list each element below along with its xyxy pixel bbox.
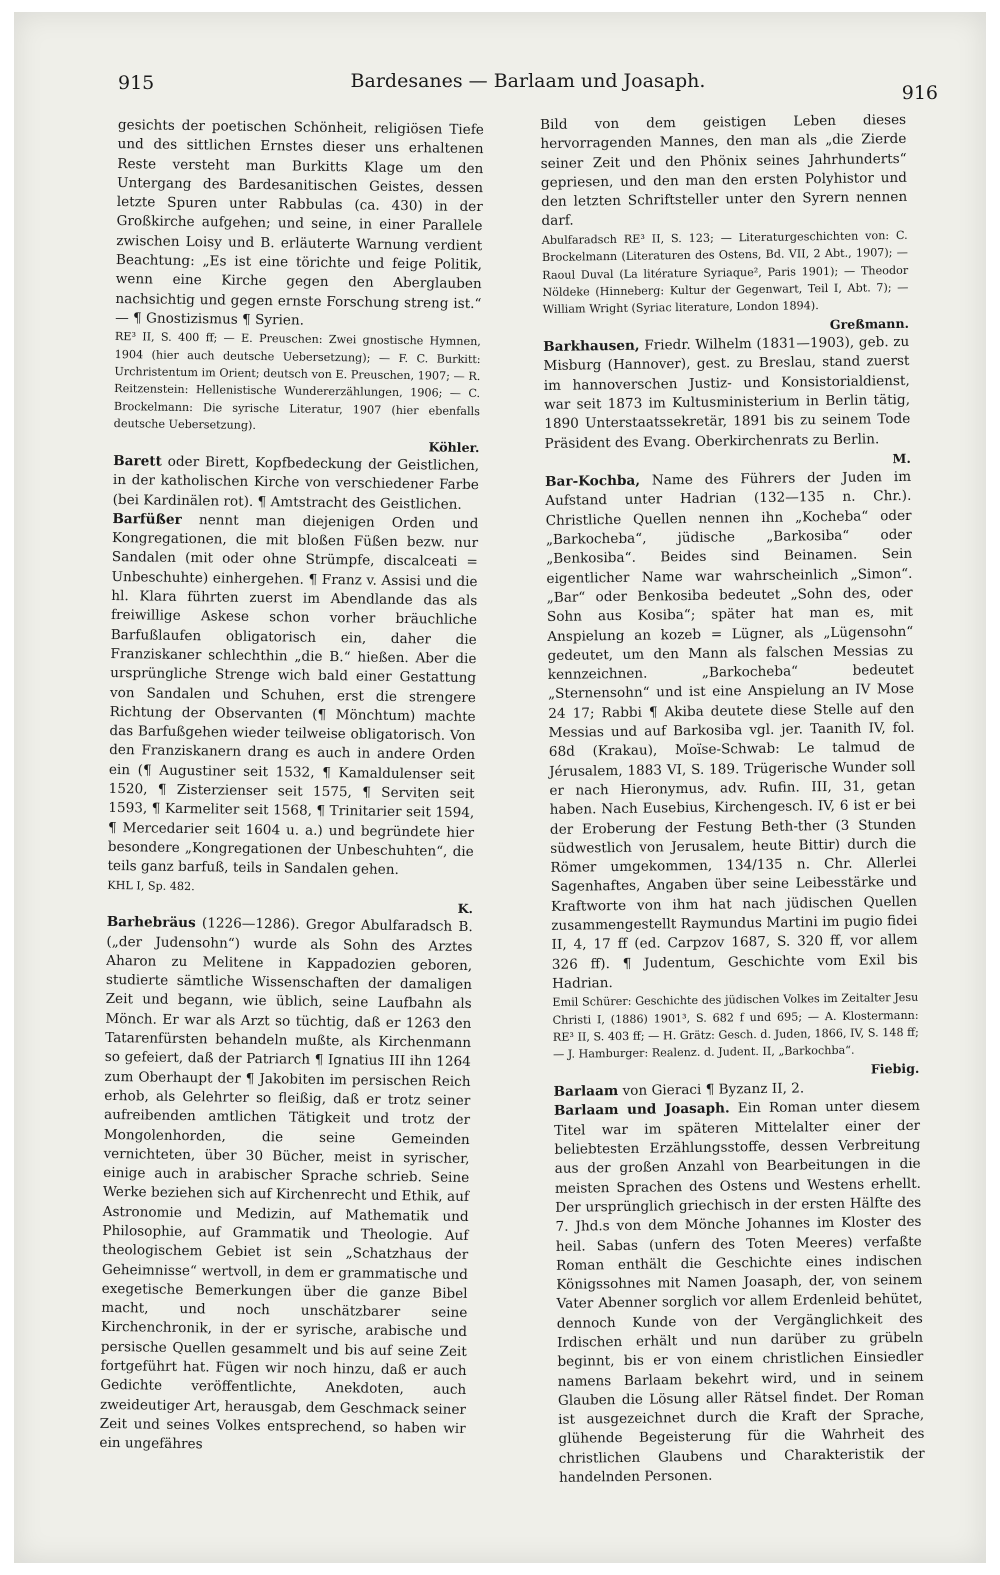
entry-lemma: Barett [113,452,162,470]
author-signature: Greßmann. [829,315,910,332]
entry-lemma: Barlaam und Joasaph. [553,1100,730,1120]
author-signature: K. [457,900,474,916]
entry-text: von Gieraci ¶ Byzanz II, 2. [622,1080,805,1100]
entry-lemma: Barfüßer [112,510,182,528]
bibliography: Abulfaradsch RE³ II, S. 123; — Literaturgeschichten von: C. Brockelmann (Literaturen des Ostens, Bd. VII, 2 Abt., 1907); — Raoul Duval (La litérature Syriaque², Paris 1901); — Theodor Nöldeke (Hinneberg: Kultur der Gegenwart, Teil I, Abt. 7); — William Wright (Syriac literature, London 1894). [541,228,909,317]
entry-barhebraeus [99,913,473,1458]
page-number-right: 916 [901,82,938,104]
author-signature: Köhler. [428,439,480,455]
bibliography: Emil Schürer: Geschichte des jüdischen Volkes im Zeitalter Jesu Christi I, (1886) 1901³, S. 682 f und 695; — A. Klostermann: RE³ II, S. 403 ff; — H. Grätz: Gesch. d. Juden, 1866, IV, S. 148 ff; — J. Hamburger: Realenz. d. Judent. II, „Barkochba“. [552,991,919,1062]
author-signature: Fiebig. [870,1060,920,1077]
entry-barfuesser [107,510,479,918]
right-column [540,111,925,1488]
entry-text: oder Birett, Kopfbedeckung der Geistlichen, in der katholischen Kirche von verschiedener Farbe (bei Kardinälen rot). ¶ Amtstracht des Geistlichen. [112,453,480,513]
running-title: Bardesanes — Barlaam und Joasaph. [350,70,706,92]
entry-bar-kochba [545,468,919,1083]
entry-text: gesichts der poetischen Schönheit, religiösen Tiefe und des sittlichen Ernstes dieser uns erhaltenen Reste versteht man Burkitts Klage um den Untergang des Bardesanitischen Geistes, dessen letzte Spuren unter Rabbulas (ca. 430) in der Großkirche aufgehen; und seine, in einer Parallele zwischen Loisy und B. erläuterte Warnung verdient Beachtung: „Es ist eine törichte und feige Politik, wenn eine Kirche gegen den Aberglauben nachsichtig und gegen ernste Forschung streng ist.“ — ¶ Gnostizismus ¶ Syrien. [115,116,484,329]
bibliography: RE³ II, S. 400 ff; — E. Preuschen: Zwei gnostische Hymnen, 1904 (hier auch deutsche Uebersetzung); — F. C. Burkitt: Urchristentum im Orient; deutsch von E. Preuschen, 1907; — R. Reitzenstein: Hellenistische Wundererzählungen, 1906; — C. Brockelmann: Die syrische Literatur, 1907 (hier ebenfalls deutsche Uebersetzung). [113,330,481,433]
page-header [118,68,938,108]
entry-lemma: Barkhausen, [543,337,640,356]
scanned-page [14,12,986,1563]
entry-barkhausen [543,333,911,473]
page-number-left: 915 [118,72,155,94]
entry-text: Ein Roman unter diesem Titel war im späteren Mittelalter einer der beliebtesten Erzählungsstoffe, dessen Verbreitung aus der großen Anzahl von Bearbeitungen in die meisten Sprachen des Ostens und Westens erhellt. Der ursprünglich griechisch in der ersten Hälfte des 7. Jhd.s von dem Mönche Johannes im Kloster des heil. Sabas (unfern des Toten Meeres) verfaßte Roman enthält die Geschichte eines indischen Königssohnes mit Namen Joasaph, der, von seinem Vater Abenner sorglich vor allem Erdenleid behütet, dennoch Kunde von der Vergänglichkeit des Irdischen erhält und nun darüber zu grübeln beginnt, bis er von einem christlichen Einsiedler namens Barlaam bekehrt wird, und in seinem Glauben die Lösung aller Rätsel findet. Der Roman ist ausgezeichnet durch die Kraft der Sprache, glühende Begeisterung für die Wahrheit des christlichen Glaubens und Charakteristik der handelnden Personen. [554,1098,925,1486]
left-column [99,116,484,1459]
entry-text: Name des Führers der Juden im Aufstand unter Hadrian (132—135 n. Chr.). Christliche Quellen nennen ihn „Kocheba“ oder „Barkocheba“, jüdische „Barkosiba“ oder „Benkosiba“. Beides sind Beinamen. Sein eigentlicher Name war wahrscheinlich „Simon“. „Bar“ oder Benkosiba bedeutet „Sohn des, oder Sohn aus Kosiba“; später hat man es, mit Anspielung an kozeb = Lügner, als „Lügensohn“ gedeutet, um den Mann als falschen Messias zu kennzeichnen. „Barkocheba“ bedeutet „Sternensohn“ und ist eine Anspielung an IV Mose 24 17; Rabbi ¶ Akiba deutete diese Stelle auf den Messias und auf Barkosiba vgl. jer. Taanith IV, fol. 68d (Krakau), Moïse-Schwab: Le talmud de Jérusalem, 1883 VI, S. 189. Trügerische Wunder soll er nach Hieronymus, adv. Rufin. III, 31, getan haben. Nach Eusebius, Kirchengesch. IV, 6 ist er bei der Eroberung der Festung Beth-ther (3 Stunden südwestlich von Jerusalem, heute Bittir) durch die Römer umgekommen, 134/135 n. Chr. Allerlei Sagenhaftes, Angaben über seine Leibesstärke und Kraftworte von ihm hat nach jüdischen Quellen zusammengestellt Raymundus Martini im pugio fidei II, 4, 17 ff (ed. Carpzov 1687, S. 320 ff, vor allem 326 ff). ¶ Judentum, Geschichte vom Exil bis Hadrian. [545,469,918,992]
entry-text: Bild von dem geistigen Leben dieses hervorragenden Mannes, den man als „die Zierde seiner Zeit und den Phönix seines Jahrhunderts“ gepriesen, und den man den ersten Polyhistor und den letzten Schriftsteller unter den Syrern nennen darf. [540,111,908,230]
bibliography: KHL I, Sp. 482. [107,878,195,893]
entry-text: nennt man diejenigen Orden und Kongregationen, die mit bloßen Füßen bezw. nur Sandalen (mit oder ohne Strümpfe, discalceati = Unbeschuhte) einhergehen. ¶ Franz v. Assisi und die hl. Klara führten zuerst im Abendlande das als freiwillige Askese schon vorher bräuchliche Barfußlaufen obligatorisch ein, daher die Franziskaner schlechthin „die B.“ hießen. Aber die ursprüngliche Strenge wich bald einer Gestattung von Sandalen und Schuhen, erst die strengere Richtung der Observanten (¶ Mönchtum) machte das Barfußgehen wieder teilweise obligatorisch. Von den Franziskanern drang es auch in andere Orden ein (¶ Augustiner seit 1532, ¶ Kamaldulenser seit 1520, ¶ Zisterzienser seit 1575, ¶ Serviten seit 1593, ¶ Karmeliter seit 1568, ¶ Trinitarier seit 1594, ¶ Mercedarier seit 1604 u. a.) und begründete hier besondere „Kongregationen der Unbeschuhten“, die teils ganz barfuß, teils in Sandalen gehen. [107,512,479,879]
entry-lemma: Barhebräus [106,914,196,932]
entry-lemma: Barlaam [553,1083,619,1101]
entry-text: Friedr. Wilhelm (1831—1903), geb. zu Misburg (Hannover), gest. zu Breslau, stand zuerst im hannoverschen Justiz- und Konsistorialdienst, war seit 1873 im Kultusministerium in Berlin tätig, 1890 Unterstaatssekretär, 1891 bis zu seinem Tode Präsident des Evang. Oberkirchenrats zu Berlin. [543,333,911,452]
entry-text: (1226—1286). Gregor Abulfaradsch B. („der Judensohn“) wurde als Sohn des Arztes Aharon zu Melitene in Kappadozien geboren, studierte sämtliche Wissenschaften der damaligen Zeit und begann, wie üblich, seine Laufbahn als Mönch. Er war als Arzt so tüchtig, daß er 1263 den Tatarenfürsten behandeln mußte, als Kirchenmann so gefeiert, daß der Patriarch ¶ Ignatius III ihn 1264 zum Oberhaupt der ¶ Jakobiten im persischen Reich erhob, als Gelehrter so fleißig, daß er trotz seiner aufreibenden amtlichen Tätigkeit und trotz der Mongolenhorden, die seine Gemeinden vernichteten, über 30 Bücher, meist in syrischer, einige auch in arabischer Sprache schrieb. Seine Werke beziehen sich auf Kirchenrecht und Ethik, auf Astronomie und Medizin, auf Mathematik und Philosophie, auf Grammatik und Theologie. Auf theologischem Gebiet ist sein „Schatzhaus der Geheimnisse“ wertvoll, in dem er grammatische und exegetische Bemerkungen über die ganze Bibel macht, und noch unschätzbarer seine Kirchenchronik, in der er syrische, arabische und persische Quellen gesammelt und bis auf seine Zeit fortgeführt hat. Fügen wir noch hinzu, daß er auch Gedichte veröffentlichte, Anekdoten, auch zweideutiger Art, herausgab, dem Geschmack seiner Zeit und seines Volkes entsprechend, so haben wir ein ungefähres [99,915,473,1453]
author-signature: M. [892,450,911,467]
entry-lemma: Bar-Kochba, [545,472,641,491]
entry-bardesanes-continued [113,116,484,457]
entry-barhebraeus-continued [540,111,909,338]
entry-barett [113,452,480,515]
entry-barlaam-und-joasaph [554,1097,925,1488]
